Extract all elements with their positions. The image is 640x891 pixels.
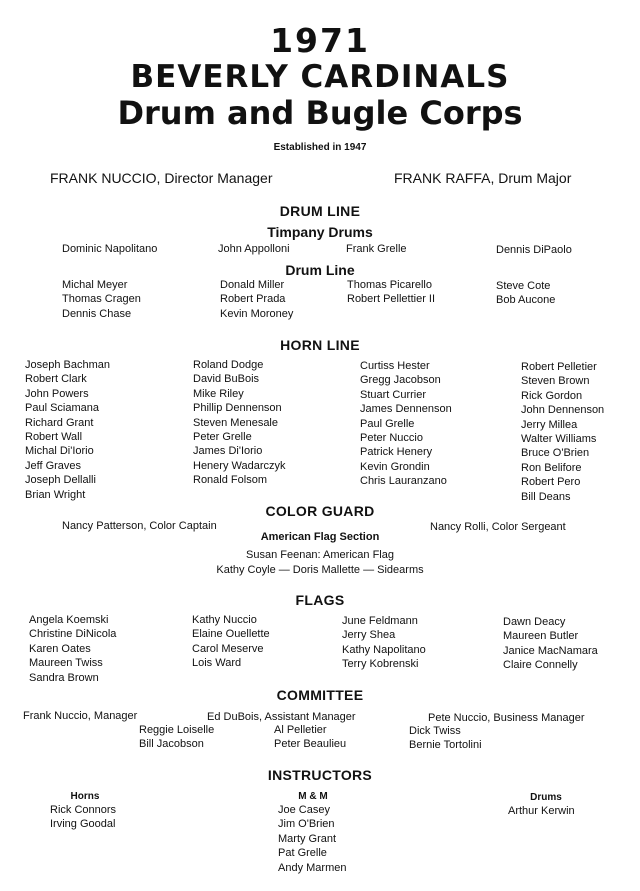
list-item: David BuBois	[193, 373, 260, 386]
list-item: Dominic Napolitano	[62, 243, 158, 255]
list-item: Sandra Brown	[29, 671, 99, 684]
committee-column	[139, 723, 214, 752]
list-item: Dawn Deacy	[503, 616, 566, 628]
list-item: Rick Gordon	[521, 389, 583, 402]
drum-major: FRANK RAFFA, Drum Major	[394, 170, 572, 186]
list-item: Robert Clark	[25, 373, 87, 386]
list-item: Bernie Tortolini	[409, 739, 482, 752]
list-item: Angela Koemski	[29, 614, 109, 626]
list-item: John Appolloni	[218, 243, 290, 255]
list-item: Joe Casey	[278, 804, 330, 816]
list-item: John Powers	[25, 387, 89, 400]
color-sergeant: Nancy Rolli, Color Sergeant	[430, 521, 566, 533]
list-item: Jeff Graves	[25, 459, 82, 472]
horn-line-column	[521, 360, 604, 504]
horns-instructors-heading: Horns	[70, 791, 100, 802]
list-item: Robert Pelletier	[521, 361, 597, 373]
list-item: Dennis Chase	[62, 307, 132, 320]
flags-column	[192, 613, 270, 671]
list-item: Carol Meserve	[192, 642, 264, 655]
list-item: Rick Connors	[50, 804, 117, 816]
list-item: Michal Di'Iorio	[25, 445, 94, 458]
list-item: Frank Grelle	[346, 243, 407, 255]
list-item: Marty Grant	[278, 832, 337, 845]
list-item: Gregg Jacobson	[360, 374, 441, 387]
list-item: Mike Riley	[193, 387, 244, 400]
list-item: Janice MacNamara	[503, 644, 598, 657]
list-item: Kevin Grondin	[360, 460, 430, 473]
list-item: Pat Grelle	[278, 847, 327, 860]
list-item: Michal Meyer	[62, 279, 128, 291]
list-item: Steve Cote	[496, 280, 551, 292]
list-item: Paul Sciamana	[25, 402, 99, 415]
list-item: Patrick Henery	[360, 446, 433, 459]
list-item: Al Pelletier	[274, 724, 327, 736]
list-item: Joseph Bachman	[25, 359, 110, 371]
list-item: Christine DiNicola	[29, 628, 117, 641]
committee-assistant-manager: Ed DuBois, Assistant Manager	[207, 711, 356, 723]
director-manager: FRANK NUCCIO, Director Manager	[50, 170, 273, 186]
organization-title: BEVERLY CARDINALS	[130, 59, 510, 95]
list-item: Peter Nuccio	[360, 431, 423, 444]
list-item: Elaine Ouellette	[192, 628, 270, 641]
list-item: Henery Wadarczyk	[193, 459, 286, 472]
organization-subtitle: Drum and Bugle Corps	[117, 94, 523, 132]
list-item: Irving Goodal	[50, 818, 116, 831]
list-item: James Dennenson	[360, 403, 452, 416]
drum-line-column	[220, 278, 293, 321]
list-item: Kathy Napolitano	[342, 643, 426, 656]
timpany-drums-heading: Timpany Drums	[267, 224, 373, 240]
flags-column	[29, 613, 116, 685]
list-item: Robert Pero	[521, 476, 581, 489]
list-item: Dennis DiPaolo	[496, 244, 572, 256]
committee-business-manager: Pete Nuccio, Business Manager	[428, 712, 585, 724]
list-item: Robert Prada	[220, 293, 286, 306]
list-item: Maureen Butler	[503, 630, 579, 643]
list-item: Peter Beaulieu	[274, 738, 347, 751]
committee-heading: COMMITTEE	[276, 687, 364, 703]
list-item: Bill Jacobson	[139, 738, 204, 751]
horn-line-heading: HORN LINE	[280, 337, 360, 353]
drum-line-column	[347, 278, 435, 307]
list-item: Donald Miller	[220, 279, 285, 291]
list-item: Jerry Shea	[342, 629, 396, 642]
list-item: June Feldmann	[342, 615, 418, 627]
drum-line-column	[62, 278, 141, 321]
list-item: Bill Deans	[521, 490, 571, 503]
list-item: Roland Dodge	[193, 359, 264, 371]
list-item: Lois Ward	[192, 657, 242, 670]
list-item: Jerry Millea	[521, 418, 578, 431]
american-flag-bearer: Susan Feenan: American Flag	[246, 549, 394, 561]
list-item: Dick Twiss	[409, 725, 461, 737]
list-item: Chris Lauranzano	[360, 475, 447, 488]
list-item: Andy Marmen	[278, 861, 347, 874]
flags-column	[503, 615, 598, 673]
list-item: Curtiss Hester	[360, 360, 430, 372]
list-item: Thomas Picarello	[347, 279, 432, 291]
drum-line-heading: DRUM LINE	[279, 203, 361, 219]
drums-instructors-list	[508, 804, 575, 818]
horn-line-column	[25, 358, 110, 502]
list-item: Stuart Currier	[360, 388, 427, 401]
list-item: Peter Grelle	[193, 430, 252, 443]
list-item: Brian Wright	[25, 488, 86, 501]
list-item: Robert Wall	[25, 430, 83, 443]
list-item: Karen Oates	[29, 642, 91, 655]
list-item: Joseph Dellalli	[25, 474, 96, 487]
color-guard-heading: COLOR GUARD	[265, 503, 375, 519]
list-item: Jim O'Brien	[278, 818, 335, 831]
american-flag-section-heading: American Flag Section	[260, 531, 380, 543]
drums-instructors-heading: Drums	[530, 792, 562, 803]
drum-line-column	[496, 279, 555, 308]
list-item: Steven Brown	[521, 375, 590, 388]
committee-column	[409, 724, 482, 753]
instructors-heading: INSTRUCTORS	[267, 767, 373, 783]
year-title: 1971	[270, 21, 370, 60]
list-item: Terry Kobrenski	[342, 658, 419, 671]
horn-line-column	[193, 358, 286, 488]
list-item: Walter Williams	[521, 432, 597, 445]
list-item: Reggie Loiselle	[139, 724, 215, 736]
list-item: Steven Menesale	[193, 416, 278, 429]
list-item: Ronald Folsom	[193, 474, 267, 487]
established-note: Established in 1947	[273, 142, 367, 153]
horn-line-column	[360, 359, 452, 489]
color-captain: Nancy Patterson, Color Captain	[62, 520, 217, 532]
committee-column	[274, 723, 346, 752]
list-item: Thomas Cragen	[62, 293, 141, 306]
list-item: Bob Aucone	[496, 294, 556, 307]
mm-instructors-list	[278, 803, 346, 875]
committee-manager: Frank Nuccio, Manager	[23, 710, 138, 722]
list-item: Richard Grant	[25, 416, 94, 429]
list-item: Ron Belifore	[521, 461, 582, 474]
sidearms-bearers: Kathy Coyle — Doris Mallette — Sidearms	[216, 564, 424, 576]
list-item: Arthur Kerwin	[508, 805, 575, 817]
flags-column	[342, 614, 426, 672]
list-item: John Dennenson	[521, 404, 605, 417]
list-item: Kevin Moroney	[220, 307, 294, 320]
list-item: James Di'Iorio	[193, 445, 263, 458]
flags-heading: FLAGS	[295, 592, 345, 608]
list-item: Phillip Dennenson	[193, 402, 282, 415]
drum-line-subheading: Drum Line	[285, 262, 355, 278]
horns-instructors-list	[50, 803, 116, 832]
list-item: Paul Grelle	[360, 417, 415, 430]
list-item: Kathy Nuccio	[192, 614, 257, 626]
list-item: Bruce O'Brien	[521, 447, 590, 460]
list-item: Maureen Twiss	[29, 657, 103, 670]
list-item: Robert Pellettier II	[347, 293, 436, 306]
mm-instructors-heading: M & M	[298, 791, 328, 802]
list-item: Claire Connelly	[503, 659, 578, 672]
